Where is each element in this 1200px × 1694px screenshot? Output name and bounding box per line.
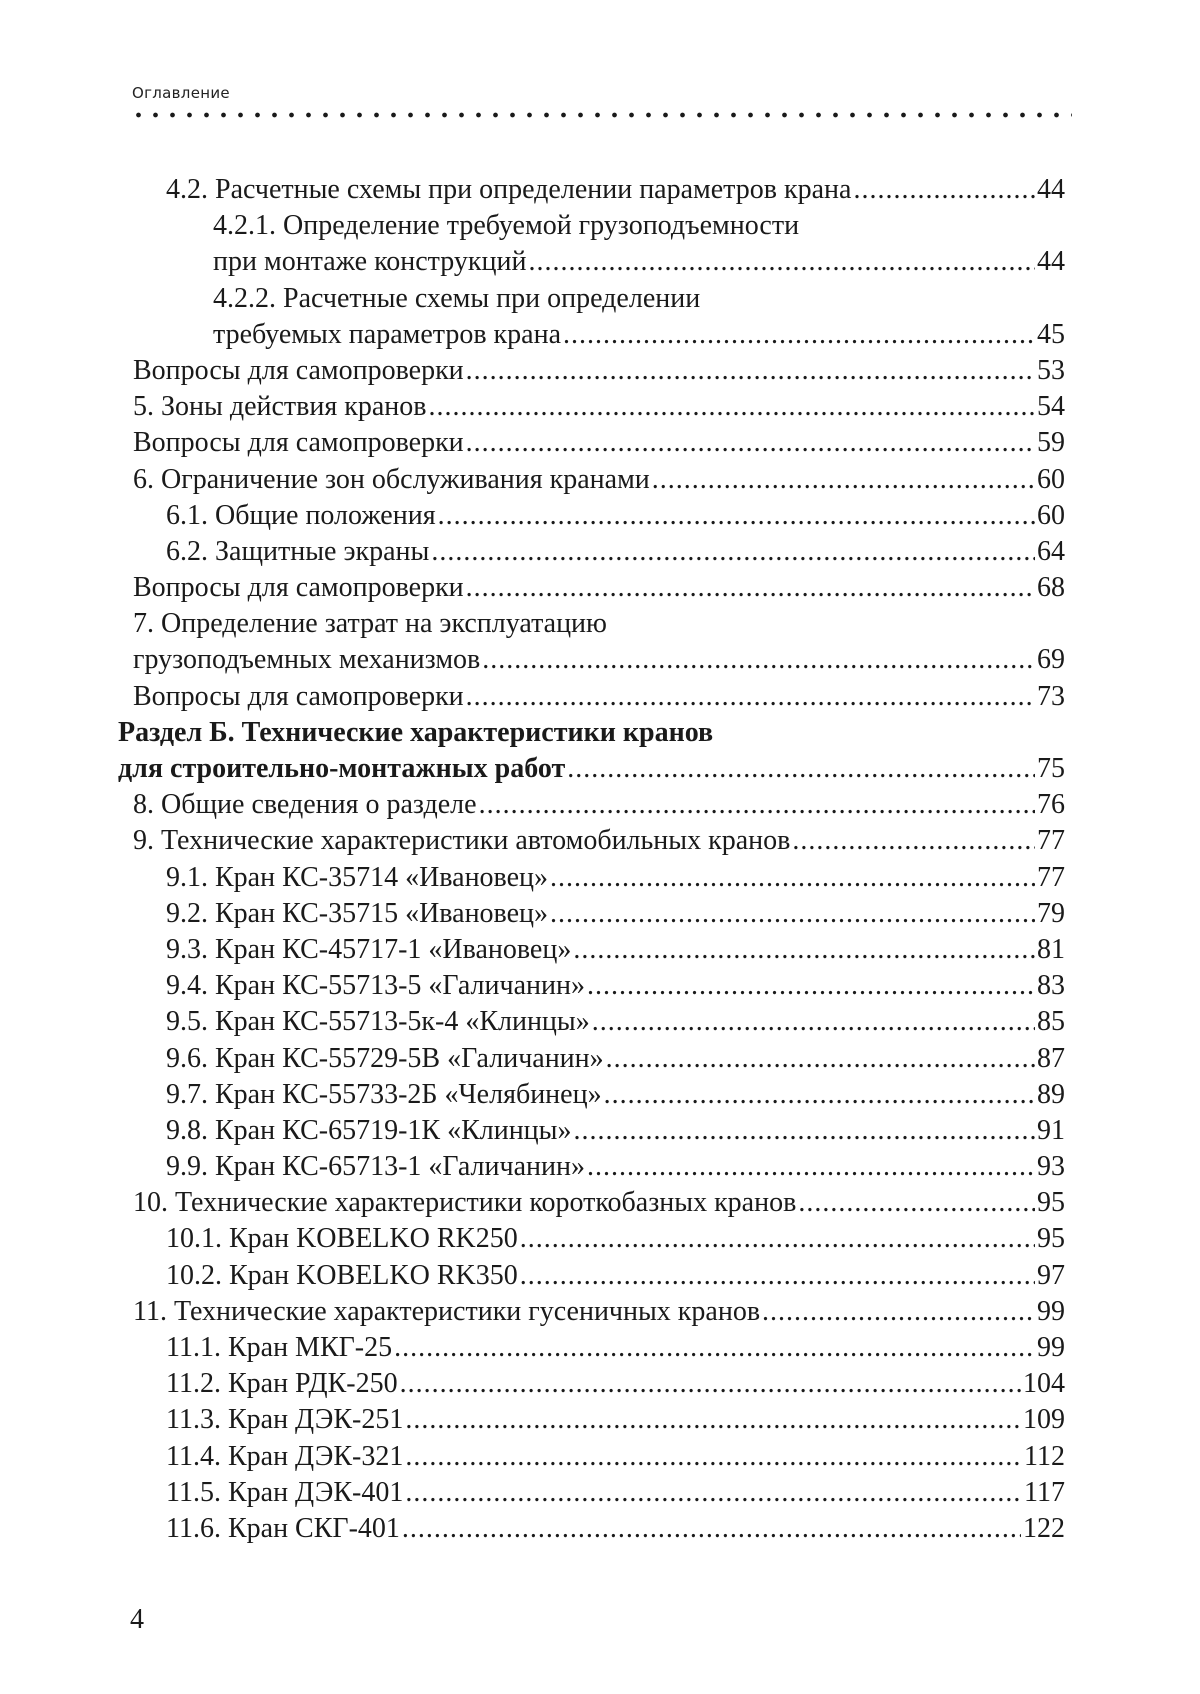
toc-page-number: 76: [1037, 789, 1065, 821]
toc-page-number: 89: [1037, 1078, 1065, 1110]
toc-page-number: 81: [1037, 933, 1065, 965]
toc-entry-title: 9.4. Кран КС-55713-5 «Галичанин»: [166, 970, 585, 1002]
toc-entry-title: требуемых параметров крана: [213, 318, 562, 350]
toc-entry-title: Вопросы для самопроверки: [133, 572, 464, 604]
toc-entry-title: 11.3. Кран ДЭК-251: [166, 1404, 404, 1436]
toc-entry-title: 4.2.1. Определение требуемой грузоподъемности: [213, 210, 800, 242]
toc-page-number: 73: [1037, 680, 1065, 712]
toc-page-number: 93: [1037, 1151, 1065, 1183]
toc-entry[interactable]: [0, 534, 1200, 570]
toc-page-number: 95: [1037, 1187, 1065, 1219]
toc-entry-title: 9.6. Кран КС-55729-5В «Галичанин»: [166, 1042, 604, 1074]
toc-page-number: 53: [1037, 354, 1065, 386]
dot-leader: [762, 1294, 1035, 1330]
toc-page-number: 64: [1037, 535, 1065, 567]
dot-leader: [550, 860, 1035, 896]
toc-entry[interactable]: [0, 1439, 1200, 1475]
toc-page-number: 122: [1023, 1512, 1065, 1544]
toc-entry-title: 5. Зоны действия кранов: [133, 391, 427, 423]
toc-entry[interactable]: [0, 1366, 1200, 1402]
toc-entry-title: 6.2. Защитные экраны: [166, 535, 430, 567]
toc-entry-continuation[interactable]: [0, 642, 1200, 678]
toc-entry[interactable]: [0, 1294, 1200, 1330]
toc-page-number: 60: [1037, 463, 1065, 495]
toc-page-number: 79: [1037, 897, 1065, 929]
dot-leader: [587, 968, 1035, 1004]
toc-page-number: 45: [1037, 318, 1065, 350]
toc-entry[interactable]: [0, 1041, 1200, 1077]
toc-entry-title: 9.3. Кран КС-45717-1 «Ивановец»: [166, 933, 572, 965]
toc-section-title: для строительно-монтажных работ: [118, 753, 566, 784]
dot-leader: [431, 534, 1035, 570]
toc-entry[interactable]: [0, 679, 1200, 715]
toc-entry-title: 9.1. Кран КС-35714 «Ивановец»: [166, 861, 549, 893]
dot-leader: [482, 642, 1035, 678]
toc-page-number: 117: [1024, 1476, 1065, 1508]
toc-entry[interactable]: [0, 896, 1200, 932]
dotted-header-rule: [130, 112, 1072, 118]
toc-page-number: 60: [1037, 499, 1065, 531]
toc-section-title: Раздел Б. Технические характеристики кранов: [118, 716, 714, 748]
toc-page-number: 97: [1037, 1259, 1065, 1291]
dot-leader: [520, 1258, 1035, 1294]
toc-entry[interactable]: [0, 1149, 1200, 1185]
toc-entry[interactable]: [0, 425, 1200, 461]
dot-leader: [604, 1077, 1035, 1113]
toc-page-number: 59: [1037, 427, 1065, 459]
dot-leader: [792, 823, 1035, 859]
toc-entry[interactable]: [0, 353, 1200, 389]
dot-leader: [587, 1149, 1035, 1185]
toc-entry-title: 4.2. Расчетные схемы при определении параметров крана: [166, 174, 852, 205]
dot-leader: [405, 1402, 1021, 1438]
toc-entry[interactable]: [0, 1402, 1200, 1438]
dot-leader: [400, 1366, 1021, 1402]
dot-leader: [567, 751, 1035, 787]
toc-page-number: 83: [1037, 970, 1065, 1002]
toc-page-number: 77: [1037, 825, 1065, 857]
toc-page-number: 85: [1037, 1006, 1065, 1038]
toc-page-number: 104: [1023, 1368, 1065, 1400]
toc-entry[interactable]: [0, 281, 1200, 317]
dot-leader: [573, 1113, 1035, 1149]
toc-entry-title: 11.2. Кран РДК-250: [166, 1368, 398, 1400]
dot-leader: [606, 1041, 1035, 1077]
dot-leader: [550, 896, 1035, 932]
toc-entry-title: 11.6. Кран СКГ-401: [166, 1512, 400, 1544]
toc-entry[interactable]: [0, 1004, 1200, 1040]
toc-entry-title: 9.9. Кран КС-65713-1 «Галичанин»: [166, 1151, 585, 1183]
toc-page-number: 109: [1023, 1404, 1065, 1436]
toc-entry[interactable]: [0, 606, 1200, 642]
toc-page-number: 112: [1024, 1440, 1065, 1472]
toc-page-number: 44: [1037, 174, 1065, 205]
running-header: Оглавление: [132, 84, 230, 102]
toc-section-heading[interactable]: [0, 715, 1200, 751]
table-of-contents: [0, 172, 1200, 1547]
dot-leader: [405, 1439, 1022, 1475]
toc-entry-title: 10. Технические характеристики короткобазных кранов: [133, 1187, 797, 1219]
toc-entry[interactable]: [0, 1113, 1200, 1149]
toc-entry[interactable]: [0, 389, 1200, 425]
toc-entry-title: Вопросы для самопроверки: [133, 680, 464, 712]
toc-page-number: 77: [1037, 861, 1065, 893]
dot-leader: [798, 1185, 1035, 1221]
dot-leader: [438, 498, 1035, 534]
toc-page-number: 75: [1037, 753, 1065, 784]
toc-entry-title: 11. Технические характеристики гусеничных кранов: [133, 1295, 761, 1327]
toc-entry-title: 4.2.2. Расчетные схемы при определении: [213, 282, 701, 314]
toc-entry-title: 9. Технические характеристики автомобильных кранов: [133, 825, 791, 857]
dot-leader: [466, 679, 1035, 715]
toc-entry[interactable]: [0, 932, 1200, 968]
dot-leader: [479, 787, 1035, 823]
toc-entry[interactable]: [0, 968, 1200, 1004]
dot-leader: [520, 1221, 1035, 1257]
toc-entry-title: 10.2. Кран KOBELKO RK350: [166, 1259, 518, 1291]
dot-leader: [402, 1511, 1021, 1547]
toc-entry-title: грузоподъемных механизмов: [133, 644, 481, 676]
toc-entry-title: 6.1. Общие положения: [166, 499, 436, 531]
toc-page-number: 95: [1037, 1223, 1065, 1255]
toc-section-heading-continuation[interactable]: [0, 751, 1200, 787]
toc-entry[interactable]: [0, 172, 1200, 208]
toc-page-number: 91: [1037, 1114, 1065, 1146]
toc-entry[interactable]: [0, 787, 1200, 823]
toc-entry[interactable]: [0, 462, 1200, 498]
toc-entry[interactable]: [0, 1077, 1200, 1113]
dot-leader: [652, 462, 1035, 498]
toc-entry[interactable]: [0, 1330, 1200, 1366]
dot-leader: [405, 1475, 1022, 1511]
page-number: 4: [130, 1604, 144, 1635]
toc-entry[interactable]: [0, 498, 1200, 534]
toc-entry-title: 10.1. Кран KOBELKO RK250: [166, 1223, 518, 1255]
toc-page-number: 87: [1037, 1042, 1065, 1074]
toc-entry-title: 9.8. Кран КС-65719-1К «Клинцы»: [166, 1114, 572, 1146]
dot-leader: [573, 932, 1035, 968]
dot-leader: [428, 389, 1035, 425]
dot-leader: [394, 1330, 1035, 1366]
toc-entry-title: 6. Ограничение зон обслуживания кранами: [133, 463, 650, 495]
toc-page-number: 99: [1037, 1332, 1065, 1363]
toc-entry-title: 7. Определение затрат на эксплуатацию: [133, 608, 607, 640]
toc-page-number: 54: [1037, 391, 1065, 423]
toc-entry[interactable]: [0, 823, 1200, 859]
toc-entry-title: при монтаже конструкций: [213, 246, 527, 278]
toc-entry[interactable]: [0, 208, 1200, 244]
toc-page-number: 99: [1037, 1295, 1065, 1327]
toc-entry-title: 9.7. Кран КС-55733-2Б «Челябинец»: [166, 1078, 602, 1110]
toc-entry-continuation[interactable]: [0, 317, 1200, 353]
toc-entry-continuation[interactable]: [0, 244, 1200, 280]
toc-entry-title: 11.5. Кран ДЭК-401: [166, 1476, 404, 1508]
toc-entry-title: 9.2. Кран КС-35715 «Ивановец»: [166, 897, 549, 929]
dot-leader: [563, 317, 1035, 353]
toc-entry[interactable]: [0, 1185, 1200, 1221]
toc-entry-title: 9.5. Кран КС-55713-5к-4 «Клинцы»: [166, 1006, 590, 1038]
toc-entry[interactable]: [0, 860, 1200, 896]
toc-entry[interactable]: [0, 1221, 1200, 1257]
toc-page-number: 44: [1037, 246, 1065, 278]
dot-leader: [466, 425, 1035, 461]
toc-entry-title: Вопросы для самопроверки: [133, 354, 464, 386]
dot-leader: [466, 353, 1035, 389]
toc-entry-title: 11.1. Кран МКГ-25: [166, 1332, 393, 1363]
dot-leader: [853, 172, 1035, 208]
toc-entry-title: 8. Общие сведения о разделе: [133, 789, 477, 821]
toc-entry[interactable]: [0, 1475, 1200, 1511]
dot-leader: [528, 244, 1035, 280]
toc-entry-title: 11.4. Кран ДЭК-321: [166, 1440, 404, 1472]
toc-entry[interactable]: [0, 1511, 1200, 1547]
toc-entry[interactable]: [0, 1258, 1200, 1294]
dot-leader: [466, 570, 1035, 606]
dot-leader: [592, 1004, 1035, 1040]
toc-entry[interactable]: [0, 570, 1200, 606]
toc-entry-title: Вопросы для самопроверки: [133, 427, 464, 459]
toc-page-number: 68: [1037, 572, 1065, 604]
toc-page-number: 69: [1037, 644, 1065, 676]
